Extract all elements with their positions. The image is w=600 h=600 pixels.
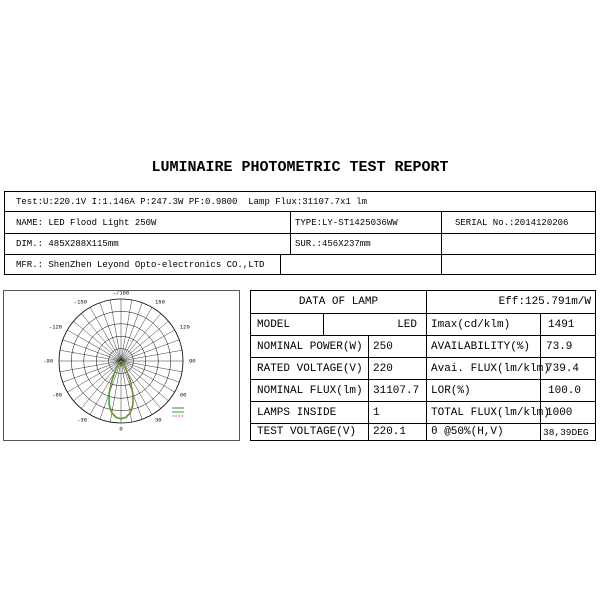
polar-angle-label: -120 bbox=[48, 323, 63, 331]
polar-angle-label: 60 bbox=[179, 391, 187, 399]
polar-intensity-diagram bbox=[3, 290, 240, 441]
test-conditions: Test:U:220.1V I:1.146A P:247.3W PF:0.9800 Lamp Flux:31107.7x1 lm bbox=[16, 196, 368, 207]
row-value: 250 bbox=[368, 335, 426, 357]
lamp-data-table bbox=[250, 290, 596, 441]
row-label-2: LOR(%) bbox=[426, 379, 540, 401]
row-value: 1 bbox=[368, 401, 426, 423]
polar-angle-label: 30 bbox=[155, 416, 162, 424]
row-label: NOMINAL FLUX(lm) bbox=[251, 379, 368, 401]
lamp-data-heading: DATA OF LAMP bbox=[298, 296, 379, 308]
row-value-2: 1000 bbox=[540, 401, 595, 423]
polar-angle-label: -90 bbox=[43, 357, 53, 365]
report-title: LUMINAIRE PHOTOMETRIC TEST REPORT bbox=[151, 159, 449, 176]
model-label: MODEL bbox=[251, 313, 323, 335]
empty-cell bbox=[280, 254, 441, 274]
dimensions: DIM.: 485X288X115mm bbox=[5, 233, 290, 254]
beam-angle-value: 38,39DEG bbox=[540, 423, 595, 440]
polar-angle-label: 90 bbox=[189, 357, 196, 365]
row-value-2: 73.9 bbox=[540, 335, 595, 357]
row-label: LAMPS INSIDE bbox=[251, 401, 368, 423]
model-value: LED bbox=[323, 313, 426, 335]
polar-angle-label: 150 bbox=[155, 298, 165, 306]
row-value: 220 bbox=[368, 357, 426, 379]
imax-label: Imax(cd/klm) bbox=[426, 313, 540, 335]
empty-cell bbox=[441, 254, 595, 274]
row-value: 31107.7 bbox=[368, 379, 426, 401]
imax-value: 1491 bbox=[540, 313, 595, 335]
manufacturer: MFR.: ShenZhen Leyond Opto-electronics CO.,LTD bbox=[5, 254, 280, 274]
luminaire-type: TYPE:LY-ST1425036WW bbox=[290, 211, 441, 233]
polar-chart bbox=[4, 291, 239, 440]
row-label: NOMINAL POWER(W) bbox=[251, 335, 368, 357]
row-value: 220.1 bbox=[368, 423, 426, 440]
row-label-2: θ @50%(H,V) bbox=[426, 423, 540, 440]
efficiency: Eff:125.791m/W bbox=[426, 291, 595, 313]
polar-angle-label: -150 bbox=[73, 298, 87, 306]
serial-number: SERIAL No.:2014120206 bbox=[441, 211, 595, 233]
row-label: TEST VOLTAGE(V) bbox=[251, 423, 368, 440]
row-value-2: 100.0 bbox=[540, 379, 595, 401]
polar-angle-label: 0 bbox=[119, 425, 123, 433]
row-label-2: TOTAL FLUX(lm/klm) bbox=[426, 401, 540, 423]
row-label: RATED VOLTAGE(V) bbox=[251, 357, 368, 379]
polar-angle-label: -30 bbox=[77, 416, 87, 424]
polar-angle-label: -60 bbox=[52, 391, 63, 399]
empty-cell bbox=[441, 233, 595, 254]
row-value-2: 739.4 bbox=[540, 357, 595, 379]
surface-size: SUR.:456X237mm bbox=[290, 233, 441, 254]
row-label-2: AVAILABILITY(%) bbox=[426, 335, 540, 357]
polar-angle-label: 120 bbox=[179, 323, 190, 331]
row-label-2: Avai. FLUX(lm/klm) bbox=[426, 357, 540, 379]
header-table bbox=[4, 191, 596, 275]
luminaire-name: NAME: LED Flood Light 250W bbox=[5, 211, 290, 233]
polar-angle-label: -/180 bbox=[112, 291, 130, 297]
